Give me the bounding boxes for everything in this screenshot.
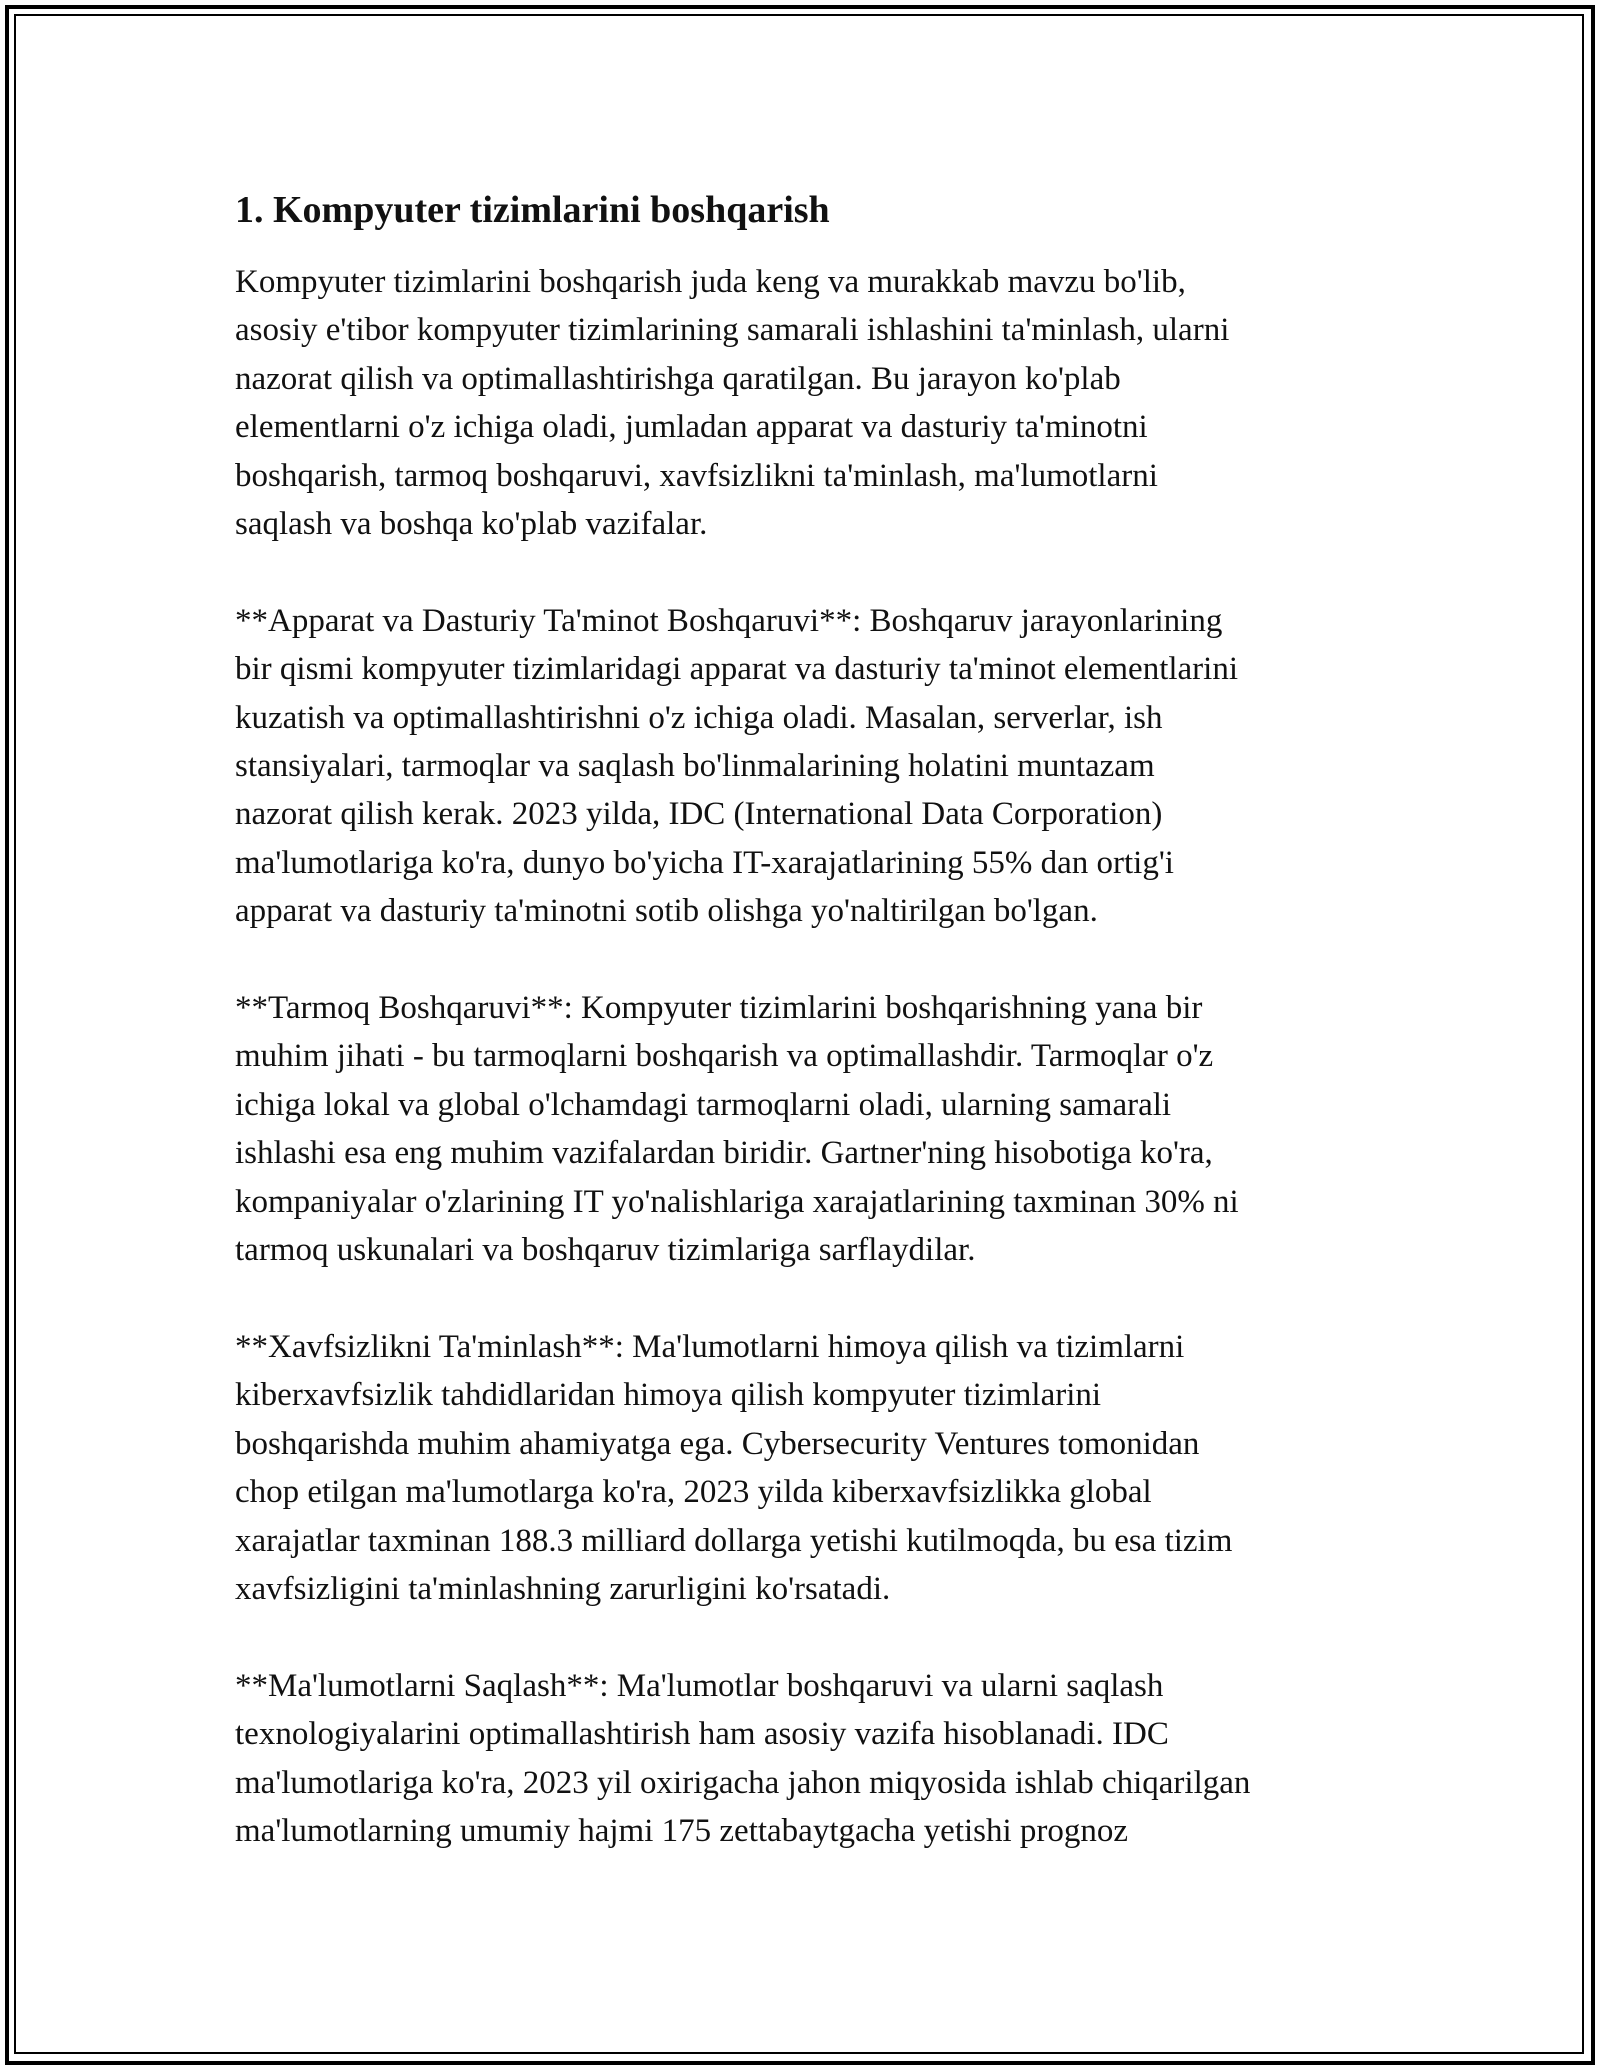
paragraph-hardware-software: **Apparat va Dasturiy Ta'minot Boshqaruvi**: Boshqaruv jarayonlarining bir qismi kompyuter tizimlaridagi apparat va dasturiy ta'minot elementlarini kuzatish va optimallashtirishni o'z ichiga oladi. Masalan, serverlar, ish stansiyalari, tarmoqlar va saqlash bo'linmalarining holatini muntazam nazorat qilish kerak. 2023 yilda, IDC (International Data Corporation) ma'lumotlariga ko'ra, dunyo bo'yicha IT-xarajatlarining 55% dan ortig'i apparat va dasturiy ta'minotni sotib olishga yo'naltirilgan bo'lgan. (235, 602, 1239, 930)
section-heading: 1. Kompyuter tizimlarini boshqarish (235, 189, 830, 231)
paragraph-data-storage: **Ma'lumotlarni Saqlash**: Ma'lumotlar boshqaruvi va ularni saqlash texnologiyalarini optimallashtirish ham asosiy vazifa hisoblanadi. IDC ma'lumotlariga ko'ra, 2023 yil oxirigacha jahon miqyosida ishlab chiqarilgan ma'lumotlarning umumiy hajmi 175 zettabaytgacha yetishi prognoz (235, 1667, 1251, 1849)
paragraph-network: **Tarmoq Boshqaruvi**: Kompyuter tizimlarini boshqarishning yana bir muhim jihati - bu tarmoqlarni boshqarish va optimallashdir. Tarmoqlar o'z ichiga lokal va global o'lchamdagi tarmoqlarni oladi, ularning samarali ishlashi esa eng muhim vazifalardan biridir. Gartner'ning hisobotiga ko'ra, kompaniyalar o'zlarining IT yo'nalishlariga xarajatlarining taxminan 30% ni tarmoq uskunalari va boshqaruv tizimlariga sarflaydilar. (235, 990, 1239, 1269)
paragraph-intro: Kompyuter tizimlarini boshqarish juda keng va murakkab mavzu bo'lib, asosiy e'tibor kompyuter tizimlarining samarali ishlashini ta'minlash, ularni nazorat qilish va optimallashtirishga qaratilgan. Bu jarayon ko'plab elementlarni o'z ichiga oladi, jumladan apparat va dasturiy ta'minotni boshqarish, tarmoq boshqaruvi, xavfsizlikni ta'minlash, ma'lumotlarni saqlash va boshqa ko'plab vazifalar. (235, 264, 1230, 543)
document-body (235, 186, 1375, 1904)
paragraph-security: **Xavfsizlikni Ta'minlash**: Ma'lumotlarni himoya qilish va tizimlarni kiberxavfsizlik tahdidlaridan himoya qilish kompyuter tizimlarini boshqarishda muhim ahamiyatga ega. Cybersecurity Ventures tomonidan chop etilgan ma'lumotlarga ko'ra, 2023 yilda kiberxavfsizlikka global xarajatlar taxminan 188.3 milliard dollarga yetishi kutilmoqda, bu esa tizim xavfsizligini ta'minlashning zarurligini ko'rsatadi. (235, 1328, 1233, 1607)
